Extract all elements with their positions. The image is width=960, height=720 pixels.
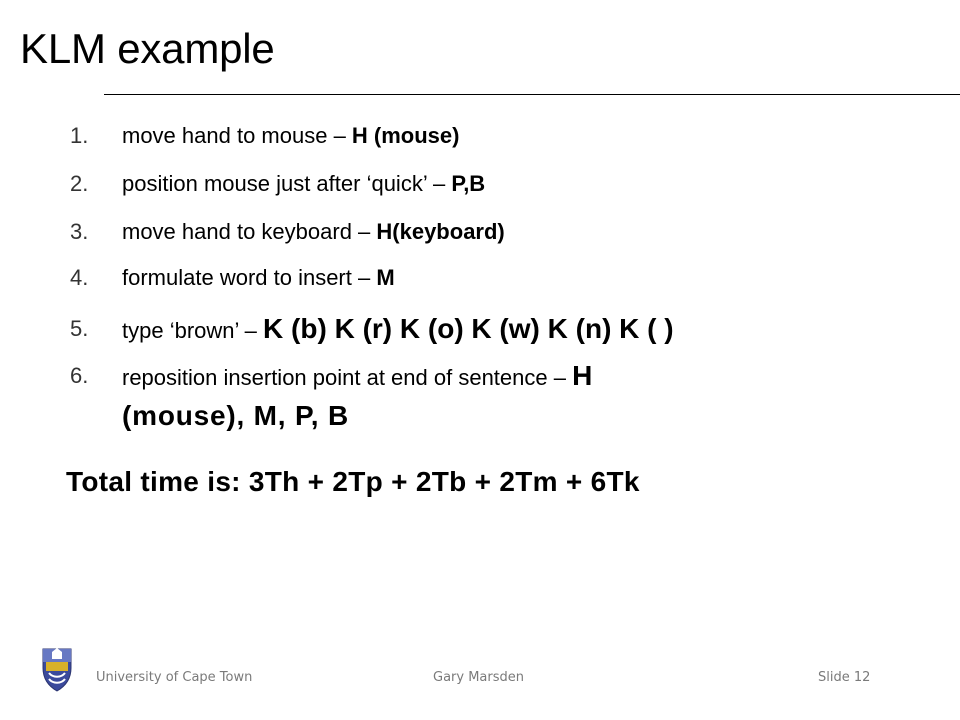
step-5-number: 5.: [70, 316, 89, 341]
footer-institution: University of Cape Town: [96, 670, 253, 685]
uct-crest-icon: [40, 646, 74, 692]
step-6-operator-line2: (mouse), M, P, B: [122, 400, 349, 431]
title-divider: [104, 94, 960, 95]
step-1: [70, 118, 930, 154]
step-6-text: reposition insertion point at end of sentence –: [122, 365, 573, 390]
footer-slide-number: Slide 12: [818, 670, 871, 685]
step-3: [70, 214, 930, 250]
step-2-operator: P,B: [451, 171, 486, 196]
step-5-operator: K (b) K (r) K (o) K (w) K (n) K ( ): [263, 313, 674, 344]
step-6: [70, 358, 930, 436]
step-3-operator: H(keyboard): [376, 219, 505, 244]
step-3-text-wrap: [122, 214, 930, 250]
step-5-text: type ‘brown’ –: [122, 318, 264, 343]
step-5: [70, 311, 930, 349]
step-1-text: move hand to mouse –: [122, 123, 352, 148]
step-4: [70, 260, 930, 296]
total-time: Total time is: 3Th + 2Tp + 2Tb + 2Tm + 6Tk: [66, 466, 640, 497]
step-3-number: 3.: [70, 219, 89, 244]
step-6-number: 6.: [70, 363, 89, 388]
slide-title: KLM example: [20, 25, 275, 72]
step-4-text-wrap: [122, 260, 930, 296]
step-6-text-wrap: [122, 358, 930, 396]
step-1-text-wrap: [122, 118, 930, 154]
step-4-number: 4.: [70, 265, 89, 290]
step-2-number: 2.: [70, 171, 89, 196]
step-3-text: move hand to keyboard –: [122, 219, 377, 244]
step-2-text: position mouse just after ‘quick’ –: [122, 171, 452, 196]
step-6-operator-h: H: [572, 360, 594, 391]
step-2-text-wrap: [122, 166, 930, 202]
step-1-number: 1.: [70, 123, 89, 148]
step-4-operator: M: [376, 265, 395, 290]
step-5-text-wrap: [122, 311, 930, 349]
step-4-text: formulate word to insert –: [122, 265, 377, 290]
step-1-operator: H (mouse): [351, 123, 460, 148]
footer-author: Gary Marsden: [433, 670, 524, 685]
step-2: [70, 166, 930, 202]
